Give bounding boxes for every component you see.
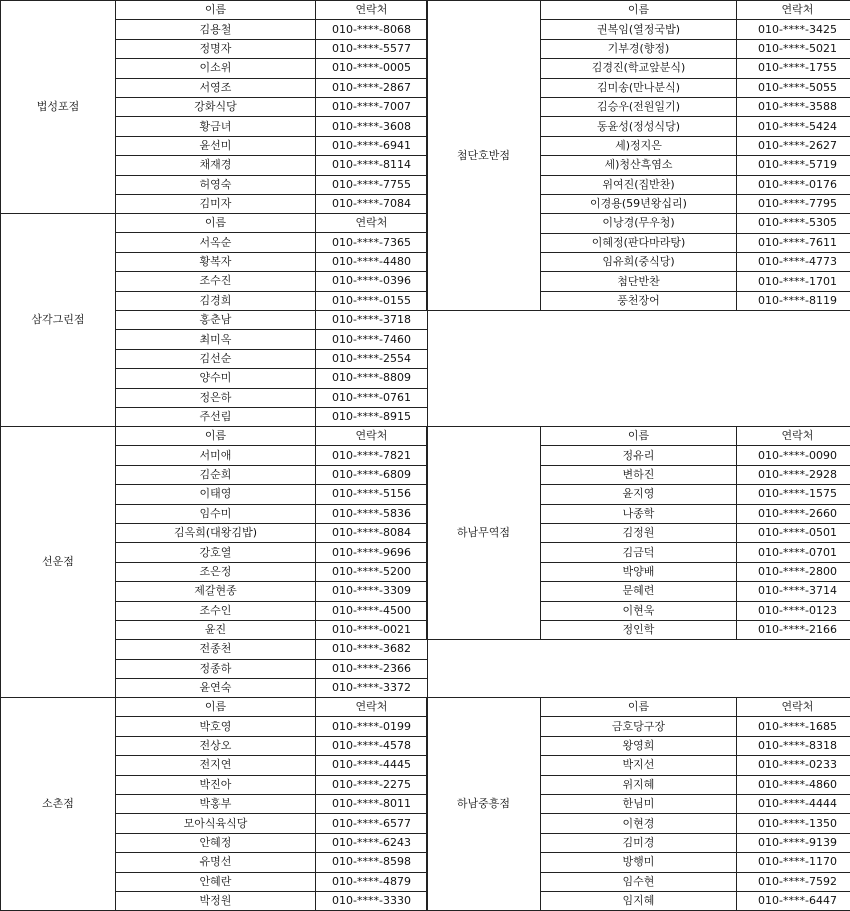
person-name: 양수미	[116, 369, 316, 388]
phone-number: 010-****-6809	[316, 465, 428, 484]
header-row	[1, 1, 428, 20]
header-row	[427, 1, 850, 20]
phone-number: 010-****-0199	[316, 717, 428, 736]
phone-number: 010-****-3714	[737, 582, 850, 601]
phone-number: 010-****-0176	[737, 175, 850, 194]
person-name: 정종하	[116, 659, 316, 678]
phone-number: 010-****-0021	[316, 620, 428, 639]
phone-number: 010-****-0396	[316, 272, 428, 291]
person-name: 나종학	[541, 504, 737, 523]
phone-number: 010-****-3718	[316, 310, 428, 329]
person-name: 홍춘남	[116, 310, 316, 329]
phone-number: 010-****-2867	[316, 78, 428, 97]
column-header-contact: 연락처	[316, 698, 428, 717]
contact-table	[426, 0, 850, 311]
phone-number: 010-****-6577	[316, 814, 428, 833]
person-name: 김경진(학교앞분식)	[541, 59, 737, 78]
person-name: 전종천	[116, 640, 316, 659]
phone-number: 010-****-4860	[737, 775, 850, 794]
phone-number: 010-****-0090	[737, 446, 850, 465]
person-name: 조은정	[116, 562, 316, 581]
phone-number: 010-****-2660	[737, 504, 850, 523]
person-name: 위여진(집반찬)	[541, 175, 737, 194]
phone-number: 010-****-2800	[737, 562, 850, 581]
column-header-contact: 연락처	[737, 698, 850, 717]
phone-number: 010-****-5055	[737, 78, 850, 97]
person-name: 임유희(중식당)	[541, 253, 737, 272]
contact-table	[0, 0, 428, 214]
phone-number: 010-****-3588	[737, 97, 850, 116]
column-header-contact: 연락처	[737, 427, 850, 446]
person-name: 김미경	[541, 833, 737, 852]
phone-number: 010-****-7755	[316, 175, 428, 194]
phone-number: 010-****-5021	[737, 39, 850, 58]
store-block	[0, 213, 428, 427]
person-name: 김용철	[116, 20, 316, 39]
phone-number: 010-****-4444	[737, 794, 850, 813]
person-name: 유명선	[116, 853, 316, 872]
person-name: 서옥순	[116, 233, 316, 252]
phone-number: 010-****-9139	[737, 833, 850, 852]
phone-number: 010-****-0123	[737, 601, 850, 620]
person-name: 임수미	[116, 504, 316, 523]
phone-number: 010-****-0761	[316, 388, 428, 407]
person-name: 이소위	[116, 59, 316, 78]
contact-table	[426, 697, 850, 911]
person-name: 변하진	[541, 465, 737, 484]
phone-number: 010-****-1170	[737, 853, 850, 872]
phone-number: 010-****-7084	[316, 194, 428, 213]
phone-number: 010-****-8068	[316, 20, 428, 39]
store-block	[426, 426, 850, 640]
store-name: 선운점	[1, 427, 116, 698]
person-name: 금호당구장	[541, 717, 737, 736]
person-name: 김경희	[116, 291, 316, 310]
person-name: 정인학	[541, 620, 737, 639]
header-row	[1, 698, 428, 717]
phone-number: 010-****-3330	[316, 891, 428, 910]
person-name: 전지연	[116, 756, 316, 775]
person-name: 박호영	[116, 717, 316, 736]
person-name: 이현욱	[541, 601, 737, 620]
person-name: 기부경(향정)	[541, 39, 737, 58]
column-header-name: 이름	[116, 427, 316, 446]
header-row	[427, 698, 850, 717]
person-name: 강호열	[116, 543, 316, 562]
phone-number: 010-****-7592	[737, 872, 850, 891]
person-name: 한님미	[541, 794, 737, 813]
phone-number: 010-****-7821	[316, 446, 428, 465]
phone-number: 010-****-5836	[316, 504, 428, 523]
person-name: 조수진	[116, 272, 316, 291]
phone-number: 010-****-1350	[737, 814, 850, 833]
person-name: 정은하	[116, 388, 316, 407]
person-name: 전상오	[116, 736, 316, 755]
store-block	[426, 0, 850, 311]
contact-table	[0, 213, 428, 427]
phone-number: 010-****-6447	[737, 891, 850, 910]
person-name: 강화식당	[116, 97, 316, 116]
person-name: 박정원	[116, 891, 316, 910]
phone-number: 010-****-7007	[316, 97, 428, 116]
phone-number: 010-****-4578	[316, 736, 428, 755]
store-name: 하남중흥점	[427, 698, 541, 911]
column-header-contact: 연락처	[316, 427, 428, 446]
person-name: 권복임(열정국밥)	[541, 20, 737, 39]
phone-number: 010-****-8011	[316, 794, 428, 813]
store-name: 하남무역점	[427, 427, 541, 640]
person-name: 안혜정	[116, 833, 316, 852]
phone-number: 010-****-5305	[737, 214, 850, 233]
phone-number: 010-****-8915	[316, 407, 428, 426]
phone-number: 010-****-3608	[316, 117, 428, 136]
person-name: 세)청산흑염소	[541, 156, 737, 175]
phone-number: 010-****-1755	[737, 59, 850, 78]
phone-number: 010-****-2166	[737, 620, 850, 639]
person-name: 윤연숙	[116, 679, 316, 698]
header-row	[1, 214, 428, 233]
phone-number: 010-****-5200	[316, 562, 428, 581]
phone-number: 010-****-7365	[316, 233, 428, 252]
column-header-name: 이름	[541, 698, 737, 717]
header-row	[427, 427, 850, 446]
store-name: 첨단호반점	[427, 1, 541, 311]
person-name: 이현경	[541, 814, 737, 833]
phone-number: 010-****-8598	[316, 853, 428, 872]
phone-number: 010-****-8809	[316, 369, 428, 388]
person-name: 서영조	[116, 78, 316, 97]
person-name: 김금덕	[541, 543, 737, 562]
phone-number: 010-****-2627	[737, 136, 850, 155]
phone-number: 010-****-8114	[316, 156, 428, 175]
person-name: 왕영희	[541, 736, 737, 755]
column-header-name: 이름	[116, 214, 316, 233]
phone-number: 010-****-4773	[737, 253, 850, 272]
phone-number: 010-****-5719	[737, 156, 850, 175]
phone-number: 010-****-7611	[737, 233, 850, 252]
column-header-name: 이름	[541, 427, 737, 446]
header-row	[1, 427, 428, 446]
person-name: 이태영	[116, 485, 316, 504]
store-name: 법성포점	[1, 1, 116, 214]
phone-number: 010-****-4480	[316, 252, 428, 271]
phone-number: 010-****-1701	[737, 272, 850, 291]
person-name: 풍천장어	[541, 291, 737, 310]
person-name: 박홍부	[116, 794, 316, 813]
person-name: 동윤성(정성식당)	[541, 117, 737, 136]
contact-table	[426, 426, 850, 640]
store-block	[0, 697, 428, 911]
column-header-name: 이름	[116, 1, 316, 20]
phone-number: 010-****-0005	[316, 59, 428, 78]
phone-number: 010-****-4500	[316, 601, 428, 620]
person-name: 위지혜	[541, 775, 737, 794]
phone-number: 010-****-6941	[316, 136, 428, 155]
person-name: 문혜련	[541, 582, 737, 601]
person-name: 모아식육식당	[116, 814, 316, 833]
person-name: 허영숙	[116, 175, 316, 194]
phone-number: 010-****-1575	[737, 485, 850, 504]
person-name: 첨단반찬	[541, 272, 737, 291]
person-name: 김승우(전원일기)	[541, 97, 737, 116]
phone-number: 010-****-2928	[737, 465, 850, 484]
phone-number: 010-****-2554	[316, 349, 428, 368]
store-block	[0, 0, 428, 214]
person-name: 윤진	[116, 620, 316, 639]
person-name: 박양배	[541, 562, 737, 581]
person-name: 임수현	[541, 872, 737, 891]
person-name: 윤지영	[541, 485, 737, 504]
phone-number: 010-****-5156	[316, 485, 428, 504]
phone-number: 010-****-8119	[737, 291, 850, 310]
person-name: 임지혜	[541, 891, 737, 910]
person-name: 황금녀	[116, 117, 316, 136]
column-header-contact: 연락처	[737, 1, 850, 20]
person-name: 정명자	[116, 39, 316, 58]
store-block	[0, 426, 428, 698]
phone-number: 010-****-3425	[737, 20, 850, 39]
person-name: 서미애	[116, 446, 316, 465]
phone-number: 010-****-3682	[316, 640, 428, 659]
person-name: 김선순	[116, 349, 316, 368]
phone-number: 010-****-0701	[737, 543, 850, 562]
column-header-contact: 연락처	[316, 1, 428, 20]
phone-number: 010-****-7460	[316, 330, 428, 349]
store-name: 소촌점	[1, 698, 116, 911]
person-name: 채재경	[116, 156, 316, 175]
phone-number: 010-****-0155	[316, 291, 428, 310]
phone-number: 010-****-1685	[737, 717, 850, 736]
store-name: 삼각그린점	[1, 214, 116, 427]
person-name: 방행미	[541, 853, 737, 872]
phone-number: 010-****-3309	[316, 582, 428, 601]
person-name: 김미자	[116, 194, 316, 213]
person-name: 이혜정(판다마라탕)	[541, 233, 737, 252]
column-header-contact: 연락처	[316, 214, 428, 233]
person-name: 윤선미	[116, 136, 316, 155]
person-name: 주선림	[116, 407, 316, 426]
person-name: 김미송(만나분식)	[541, 78, 737, 97]
person-name: 박진아	[116, 775, 316, 794]
person-name: 이경용(59년왕십리)	[541, 194, 737, 213]
phone-number: 010-****-0501	[737, 523, 850, 542]
phone-number: 010-****-8318	[737, 736, 850, 755]
phone-number: 010-****-8084	[316, 523, 428, 542]
phone-number: 010-****-5577	[316, 39, 428, 58]
person-name: 제갈현종	[116, 582, 316, 601]
person-name: 최미옥	[116, 330, 316, 349]
phone-number: 010-****-4445	[316, 756, 428, 775]
contact-table	[0, 697, 428, 911]
person-name: 김순희	[116, 465, 316, 484]
phone-number: 010-****-6243	[316, 833, 428, 852]
person-name: 세)정지은	[541, 136, 737, 155]
phone-number: 010-****-3372	[316, 679, 428, 698]
person-name: 안혜란	[116, 872, 316, 891]
person-name: 정유리	[541, 446, 737, 465]
person-name: 박지선	[541, 756, 737, 775]
phone-number: 010-****-2366	[316, 659, 428, 678]
phone-number: 010-****-4879	[316, 872, 428, 891]
person-name: 황복자	[116, 252, 316, 271]
column-header-name: 이름	[116, 698, 316, 717]
person-name: 김정원	[541, 523, 737, 542]
phone-number: 010-****-9696	[316, 543, 428, 562]
phone-number: 010-****-2275	[316, 775, 428, 794]
person-name: 이낭경(무우청)	[541, 214, 737, 233]
contact-table	[0, 426, 428, 698]
phone-number: 010-****-5424	[737, 117, 850, 136]
column-header-name: 이름	[541, 1, 737, 20]
phone-number: 010-****-0233	[737, 756, 850, 775]
person-name: 김옥희(대왕김밥)	[116, 523, 316, 542]
person-name: 조수인	[116, 601, 316, 620]
phone-number: 010-****-7795	[737, 194, 850, 213]
store-block	[426, 697, 850, 911]
